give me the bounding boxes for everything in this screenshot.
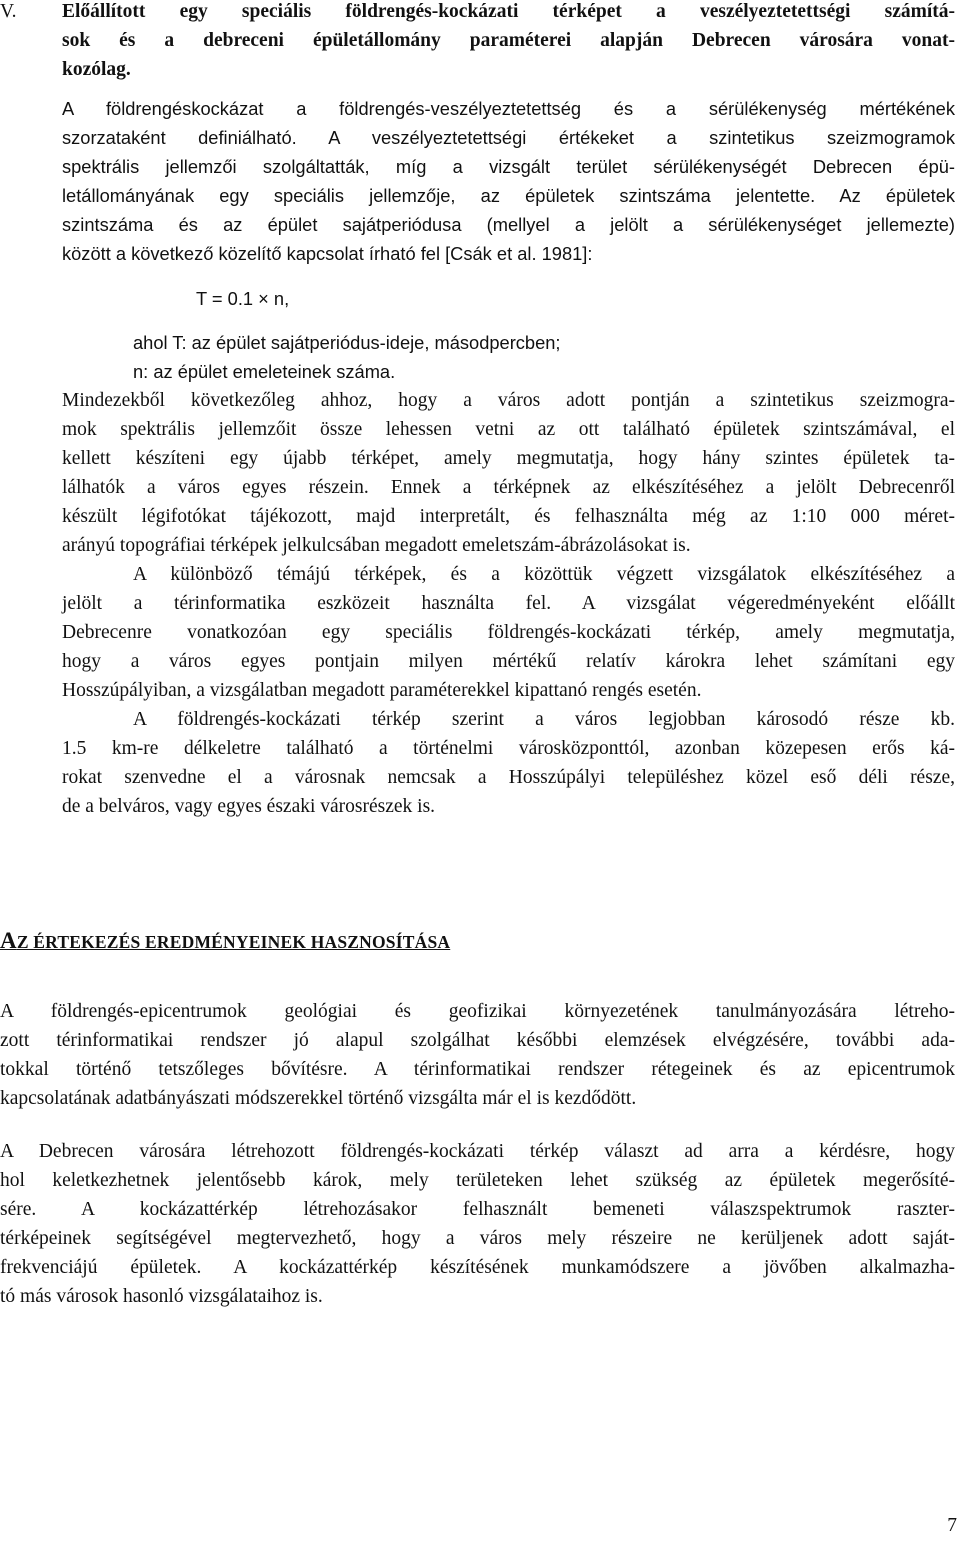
formula-where-line: n: az épület emeleteinek száma. <box>133 361 396 382</box>
body-line: mok spektrális jellemzőit össze lehessen vetni az ott található épületek szintszámával, el <box>62 419 955 440</box>
body-line: A földrengés-kockázati térkép szerint a város legjobban károsodó része kb. <box>133 709 955 730</box>
item-title-line: kozólag. <box>62 59 131 80</box>
body-line: tó más városok hasonló vizsgálataihoz is. <box>0 1286 323 1307</box>
body-line: kapcsolatának adatbányászati módszerekkel történő vizsgálta már el is kezdődött. <box>0 1088 637 1109</box>
body-line: kellett készíteni egy újabb térképet, amely megmutatja, hogy hány szintes épületek ta- <box>62 448 955 469</box>
body-line: letállományának egy speciális jellemzője, az épületek szintszáma jelentette. Az épületek <box>62 185 955 206</box>
body-line: Debrecenre vonatkozóan egy speciális földrengés-kockázati térkép, amely megmutatja, <box>62 622 955 643</box>
body-line: 1.5 km-re délkeletre található a történelmi városközponttól, azonban közepesen erős ká- <box>62 738 955 759</box>
body-line: készült légifotókat tájékozott, majd interpretált, és felhasználta még az 1:10 000 méret- <box>62 506 955 527</box>
body-line: sére. A kockázattérkép létrehozásakor felhasznált bemeneti válaszspektrumok raszter- <box>0 1199 955 1220</box>
body-line: A Debrecen városára létrehozott földrengés-kockázati térkép választ ad arra a kérdésre, hogy <box>0 1141 955 1162</box>
item-title-line: sok és a debreceni épületállomány paraméterei alapján Debrecen városára vonat- <box>62 30 955 51</box>
body-line: tokkal történő tetszőleges bővítésre. A térinformatikai rendszer rétegeinek és az epicentrumok <box>0 1059 955 1080</box>
body-line: hol keletkezhetnek jelentősebb károk, mely területeken lehet szükség az épületek megerősíté- <box>0 1170 955 1191</box>
body-line: A földrengés-epicentrumok geológiai és geofizikai környezetének tanulmányozására létreho- <box>0 1001 955 1022</box>
body-line: térképeinek segítségével megtervezhető, hogy a város mely részeire ne kerüljenek adott saját- <box>0 1228 955 1249</box>
item-number: V. <box>0 1 17 22</box>
section-heading <box>0 928 450 954</box>
body-line: spektrális jellemzői szolgáltatták, míg a vizsgált terület sérülékenységét Debrecen épü- <box>62 156 955 177</box>
body-line: rokat szenvedne el a városnak nemcsak a Hosszúpályi településhez közel eső déli része, <box>62 767 955 788</box>
body-line: szintszáma és az épület sajátperiódusa (mellyel a jelölt a sérülékenységet jellemezte) <box>62 214 955 235</box>
body-line: A földrengéskockázat a földrengés-veszélyeztetettség és a sérülékenység mértékének <box>62 98 955 119</box>
body-line: de a belváros, vagy egyes északi városrészek is. <box>62 796 436 817</box>
body-line: között a következő közelítő kapcsolat írható fel [Csák et al. 1981]: <box>62 243 593 264</box>
body-line: lálhatók a város egyes részein. Ennek a térképnek az elkészítéséhez a jelölt Debrecenről <box>62 477 955 498</box>
body-line: Hosszúpályiban, a vizsgálatban megadott paraméterekkel kipattanó rengés esetén. <box>62 680 702 701</box>
body-line: szorzataként definiálható. A veszélyeztetettségi értékeket a szintetikus szeizmogramok <box>62 127 955 148</box>
formula-where-line: ahol T: az épület sajátperiódus-ideje, másodpercben; <box>133 332 561 353</box>
body-line: A különböző témájú térképek, és a közöttük végzett vizsgálatok elkészítéséhez a <box>133 564 955 585</box>
item-title-line: Előállított egy speciális földrengés-kockázati térképet a veszélyeztetettségi számítá- <box>62 1 955 22</box>
formula: T = 0.1 × n, <box>196 288 290 309</box>
body-line: Mindezekből következőleg ahhoz, hogy a város adott pontján a szintetikus szeizmogra- <box>62 390 955 411</box>
section-heading-initial: A <box>0 928 17 953</box>
body-line: frekvenciájú épületek. A kockázattérkép készítésének munkamódszere a jövőben alkalmazha- <box>0 1257 955 1278</box>
section-heading-rest: Z ÉRTEKEZÉS EREDMÉNYEINEK HASZNOSÍTÁSA <box>16 932 451 952</box>
page-number: 7 <box>947 1515 957 1536</box>
body-line: arányú topográfiai térképek jelkulcsában megadott emeletszám-ábrázolásokat is. <box>62 535 691 556</box>
body-line: zott térinformatikai rendszer jó alapul szolgálhat későbbi elemzések elvégzésére, további ada- <box>0 1030 955 1051</box>
body-line: jelölt a térinformatika eszközeit használta fel. A vizsgálat végeredményeként előállt <box>62 593 955 614</box>
body-line: hogy a város egyes pontjain milyen mértékű relatív károkra lehet számítani egy <box>62 651 955 672</box>
